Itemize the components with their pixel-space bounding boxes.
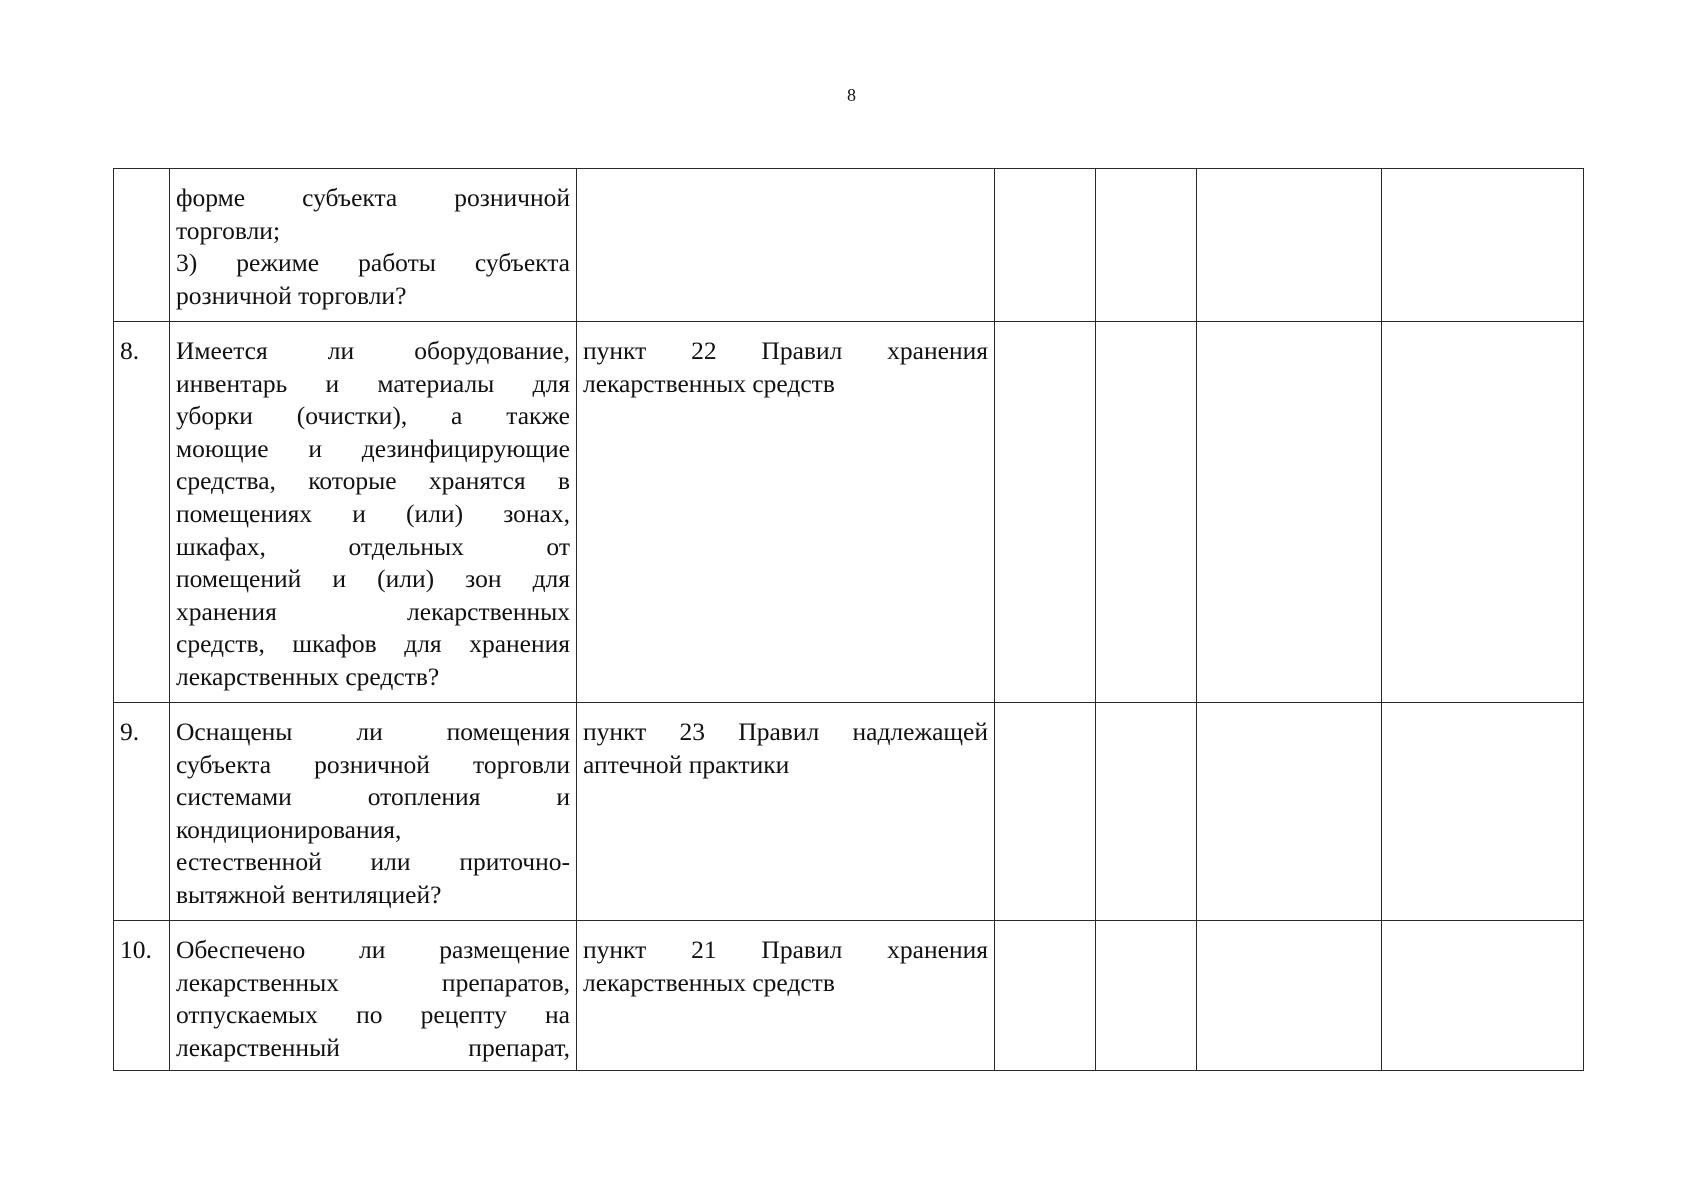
answer-cell-not-applicable[interactable]: [1197, 169, 1382, 322]
question-cell: [170, 921, 577, 1071]
note-cell[interactable]: [1382, 703, 1584, 921]
question-cell: [170, 169, 577, 322]
answer-cell-not-applicable[interactable]: [1197, 322, 1382, 703]
answer-cell-yes[interactable]: [995, 703, 1096, 921]
question-line: средств, шкафов для хранения: [176, 629, 570, 659]
question-cell: [170, 703, 577, 921]
note-cell[interactable]: [1382, 322, 1584, 703]
question-line: лекарственный препарат,: [176, 1032, 570, 1062]
question-line: Оснащены ли помещения: [176, 717, 570, 746]
reference-cell: [577, 921, 995, 1071]
answer-cell-no[interactable]: [1096, 703, 1197, 921]
reference-line: аптечной практики: [583, 749, 790, 779]
question-line: Обеспечено ли размещение: [176, 935, 570, 964]
table-row: [114, 169, 1584, 322]
question-line: кондиционирования,: [176, 814, 402, 844]
table-row: [114, 921, 1584, 1071]
question-line: средства, которые хранятся в: [176, 466, 570, 496]
question-line: торговли;: [176, 215, 281, 245]
question-line: вытяжной вентиляцией?: [176, 879, 442, 909]
answer-cell-no[interactable]: [1096, 921, 1197, 1071]
question-line: Имеется ли оборудование,: [176, 336, 570, 365]
answer-cell-not-applicable[interactable]: [1197, 703, 1382, 921]
question-line: помещений и (или) зон для: [176, 564, 570, 594]
reference-line: пункт 23 Правил надлежащей: [583, 717, 988, 746]
answer-cell-no[interactable]: [1096, 169, 1197, 322]
reference-line: лекарственных средств: [583, 967, 835, 997]
question-line: помещениях и (или) зонах,: [176, 498, 570, 528]
table-row: [114, 703, 1584, 921]
question-line: 3) режиме работы субъекта: [176, 248, 570, 278]
answer-cell-yes[interactable]: [995, 169, 1096, 322]
note-cell[interactable]: [1382, 921, 1584, 1071]
question-line: шкафах, отдельных от: [176, 531, 570, 561]
reference-line: пункт 22 Правил хранения: [583, 336, 988, 365]
question-cell: [170, 322, 577, 703]
table-row: [114, 322, 1584, 703]
question-line: отпускаемых по рецепту на: [176, 1000, 570, 1030]
note-cell[interactable]: [1382, 169, 1584, 322]
reference-line: пункт 21 Правил хранения: [583, 935, 988, 964]
item-number-cell: 8.: [114, 322, 170, 703]
reference-cell: [577, 703, 995, 921]
page-number: 8: [847, 85, 856, 105]
question-line: инвентарь и материалы для: [176, 368, 570, 398]
item-number-cell: 10.: [114, 921, 170, 1071]
question-line: моющие и дезинфицирующие: [176, 433, 570, 463]
question-line: лекарственных средств?: [176, 661, 440, 691]
checklist-table: [113, 168, 1584, 1071]
question-line: естественной или приточно-: [176, 847, 570, 877]
question-line: форме субъекта розничной: [176, 183, 570, 212]
answer-cell-yes[interactable]: [995, 322, 1096, 703]
reference-cell: [577, 322, 995, 703]
reference-line: лекарственных средств: [583, 368, 835, 398]
answer-cell-yes[interactable]: [995, 921, 1096, 1071]
question-line: субъекта розничной торговли: [176, 749, 570, 779]
answer-cell-not-applicable[interactable]: [1197, 921, 1382, 1071]
question-line: уборки (очистки), а также: [176, 401, 570, 431]
question-line: хранения лекарственных: [176, 596, 570, 626]
item-number-cell: 9.: [114, 703, 170, 921]
question-line: розничной торговли?: [176, 280, 407, 310]
reference-cell: [577, 169, 995, 322]
question-line: системами отопления и: [176, 782, 570, 812]
question-line: лекарственных препаратов,: [176, 967, 570, 997]
item-number-cell: [114, 169, 170, 322]
answer-cell-no[interactable]: [1096, 322, 1197, 703]
